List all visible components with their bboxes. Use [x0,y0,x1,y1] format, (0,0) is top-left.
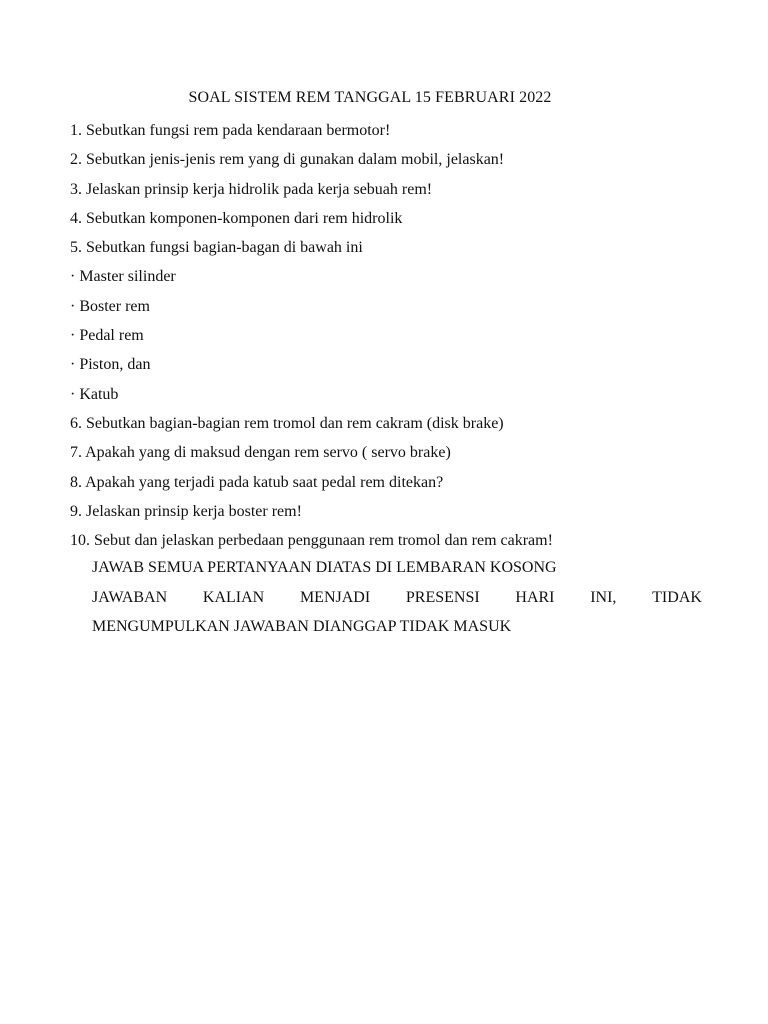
instruction-word: PRESENSI [405,588,480,606]
instruction-word: KALIAN [202,588,265,606]
instruction-line-2 [92,583,702,613]
sub-item-master-silinder: · Master silinder [70,268,176,286]
question-7: 7. Apakah yang di maksud dengan rem servo ( servo brake) [70,444,451,462]
document-title: SOAL SISTEM REM TANGGAL 15 FEBRUARI 2022 [188,89,552,106]
sub-item-katub: · Katub [70,385,119,403]
instruction-word: TIDAK [652,588,702,606]
question-4: 4. Sebutkan komponen-komponen dari rem hidrolik [70,209,403,227]
instruction-word: INI, [590,588,617,606]
instruction-line-3: MENGUMPULKAN JAWABAN DIANGGAP TIDAK MASUK [92,618,512,635]
instruction-word: JAWABAN [92,588,168,606]
sub-item-pedal-rem: · Pedal rem [70,327,144,345]
instruction-note [92,553,702,642]
sub-item-piston: · Piston, dan [70,356,151,374]
instruction-word: MENJADI [299,588,371,606]
question-1: 1. Sebutkan fungsi rem pada kendaraan bermotor! [70,122,391,139]
question-2: 2. Sebutkan jenis-jenis rem yang di gunakan dalam mobil, jelaskan! [70,151,505,169]
sub-item-boster-rem: · Boster rem [70,297,150,315]
instruction-line-1: JAWAB SEMUA PERTANYAAN DIATAS DI LEMBARAN KOSONG [92,559,557,576]
question-9: 9. Jelaskan prinsip kerja boster rem! [70,502,302,520]
question-8: 8. Apakah yang terjadi pada katub saat pedal rem ditekan? [70,473,444,491]
question-6: 6. Sebutkan bagian-bagian rem tromol dan rem cakram (disk brake) [70,414,504,432]
question-10: 10. Sebut dan jelaskan perbedaan penggunaan rem tromol dan rem cakram! [70,532,553,550]
instruction-word: HARI [515,588,555,606]
question-5: 5. Sebutkan fungsi bagian-bagan di bawah ini [70,239,363,257]
question-3: 3. Jelaskan prinsip kerja hidrolik pada kerja sebuah rem! [70,180,433,198]
question-list [70,116,710,555]
